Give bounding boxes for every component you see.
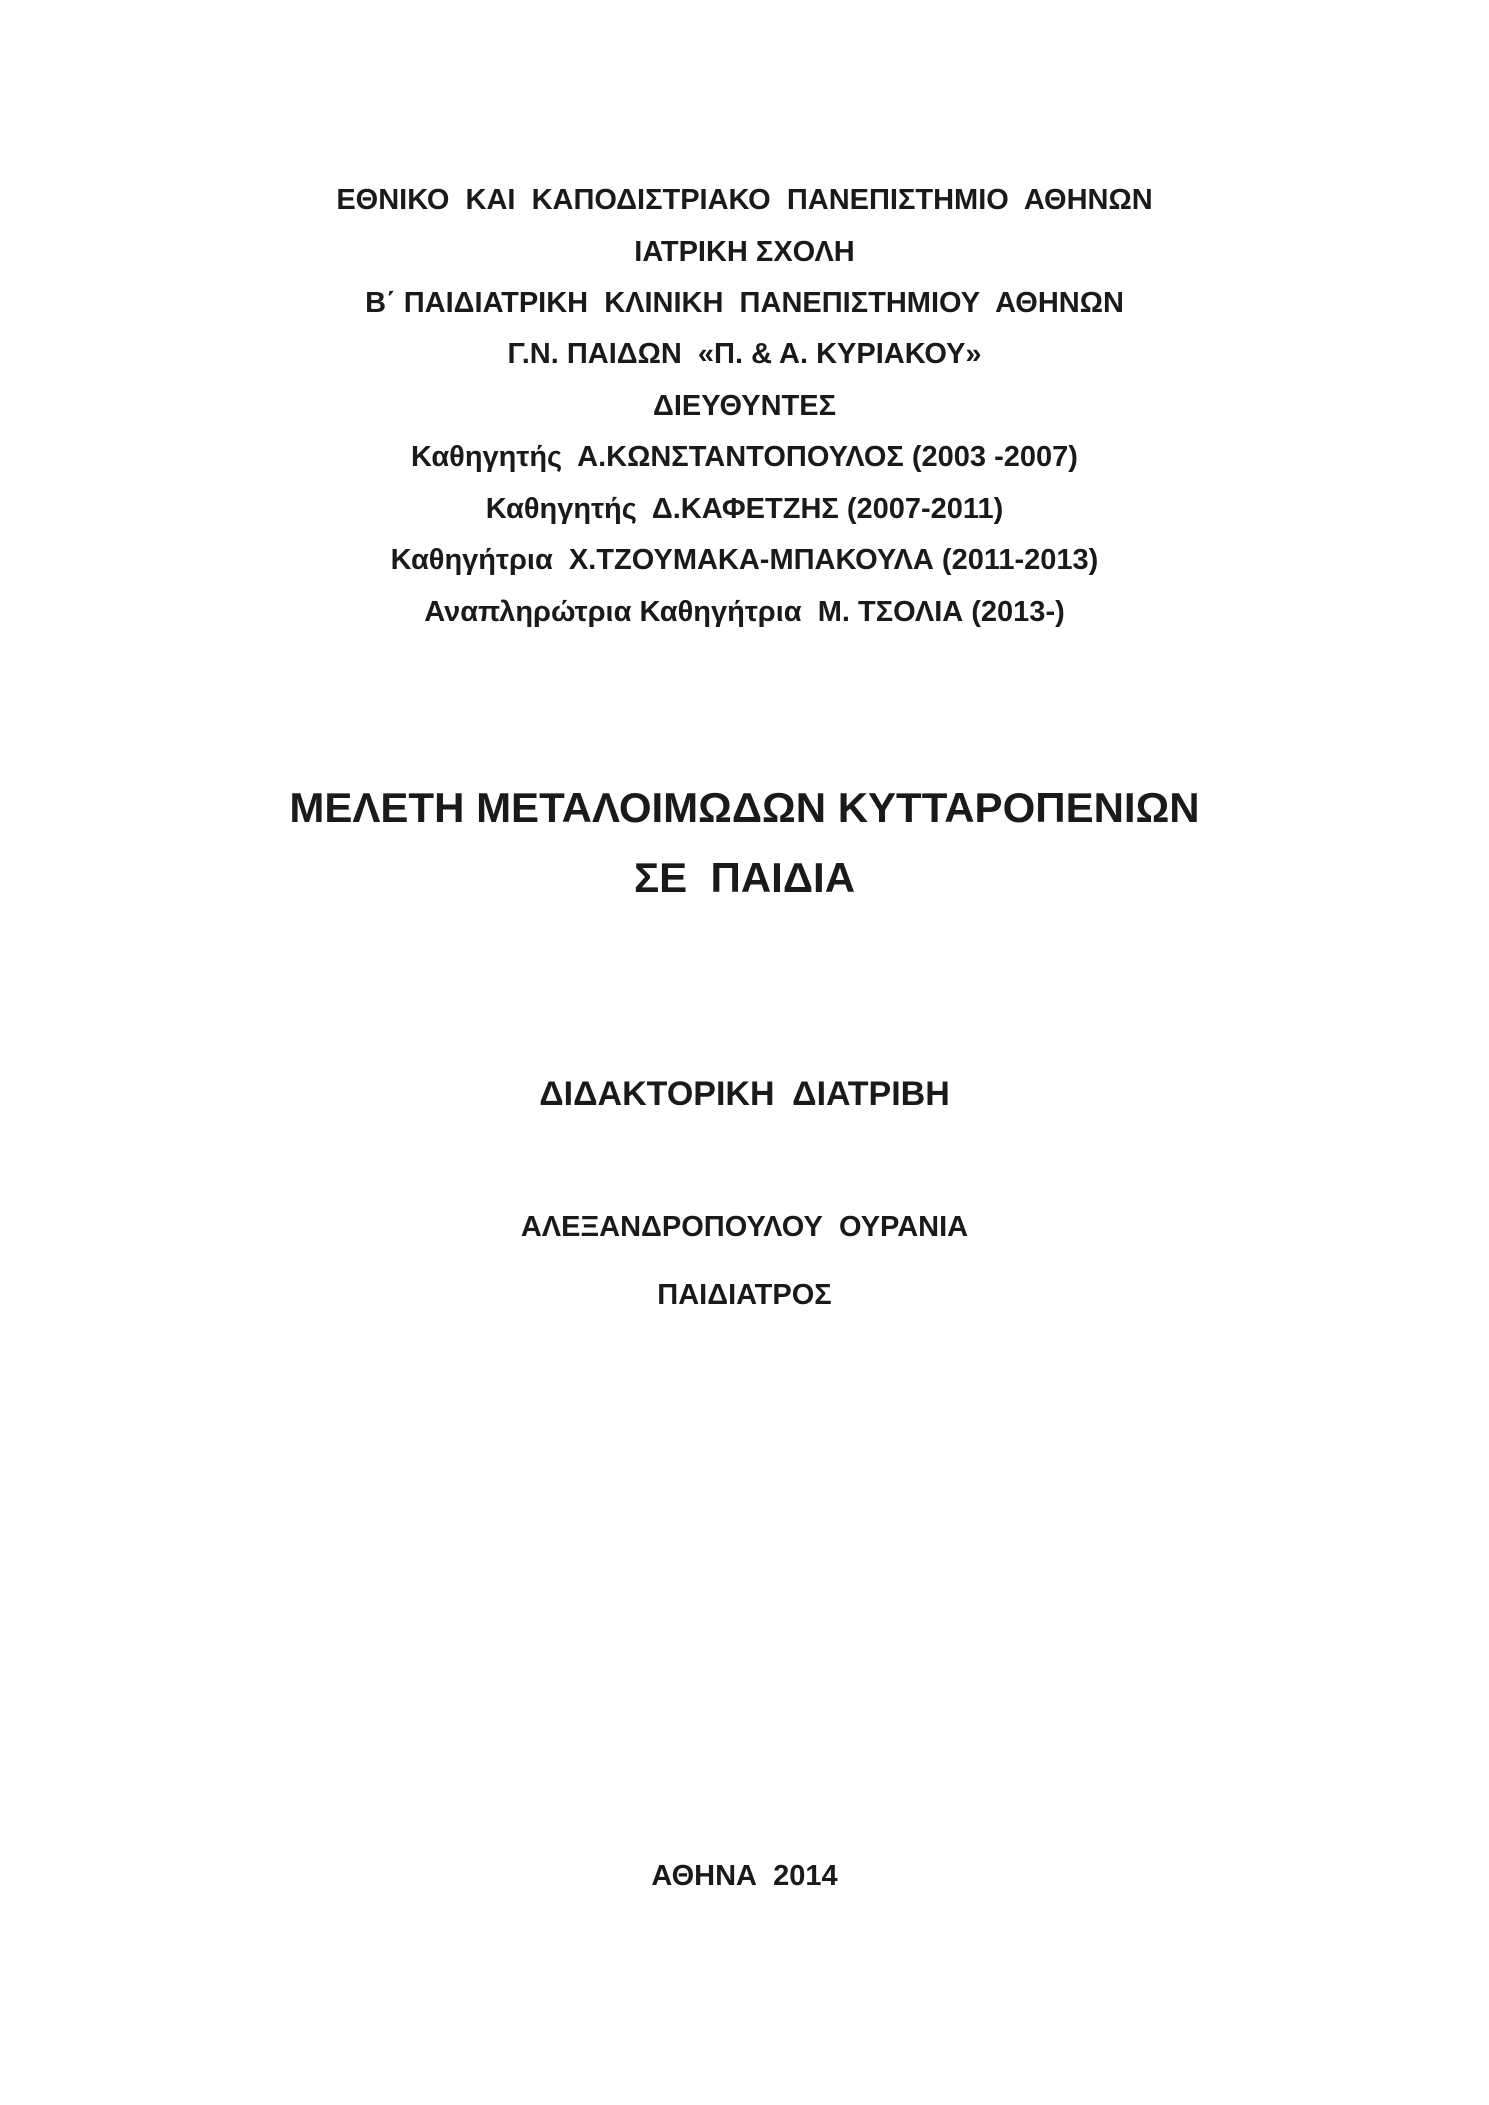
- director-line: Καθηγήτρια Χ.ΤΖΟΥΜΑΚΑ-ΜΠΑΚΟΥΛΑ (2011-2013): [390, 544, 1099, 576]
- hospital-name: Γ.Ν. ΠΑΙΔΩΝ «Π. & Α. ΚΥΡΙΑΚΟΥ»: [507, 338, 982, 370]
- director-line: Καθηγητής Δ.ΚΑΦΕΤΖΗΣ (2007-2011): [485, 493, 1004, 525]
- place-and-year: ΑΘΗΝΑ 2014: [651, 1860, 838, 1892]
- director-line: Αναπληρώτρια Καθηγήτρια Μ. ΤΣΟΛΙΑ (2013-): [424, 596, 1065, 628]
- thesis-title-line-1: ΜΕΛΕΤΗ ΜΕΤΑΛΟΙΜΩΔΩΝ ΚΥΤΤΑΡΟΠΕΝΙΩΝ: [289, 784, 1200, 831]
- thesis-type: ΔΙΔΑΚΤΟΡΙΚΗ ΔΙΑΤΡΙΒΗ: [539, 1075, 950, 1113]
- director-line: Καθηγητής Α.ΚΩΝΣΤΑΝΤΟΠΟΥΛΟΣ (2003 -2007): [411, 441, 1078, 473]
- university-name: ΕΘΝΙΚΟ ΚΑΙ ΚΑΠΟΔΙΣΤΡΙΑΚΟ ΠΑΝΕΠΙΣΤΗΜΙΟ ΑΘΗΝΩΝ: [336, 184, 1153, 216]
- clinic-name: Β΄ ΠΑΙΔΙΑΤΡΙΚΗ ΚΛΙΝΙΚΗ ΠΑΝΕΠΙΣΤΗΜΙΟΥ ΑΘΗΝΩΝ: [365, 287, 1124, 319]
- directors-heading: ΔΙΕΥΘΥΝΤΕΣ: [653, 390, 836, 422]
- thesis-title-line-2: ΣΕ ΠΑΙΔΙΑ: [633, 854, 856, 901]
- author-role: ΠΑΙΔΙΑΤΡΟΣ: [657, 1279, 832, 1311]
- author-name: ΑΛΕΞΑΝΔΡΟΠΟΥΛΟΥ ΟΥΡΑΝΙΑ: [520, 1211, 969, 1243]
- school-name: ΙΑΤΡΙΚΗ ΣΧΟΛΗ: [634, 236, 855, 268]
